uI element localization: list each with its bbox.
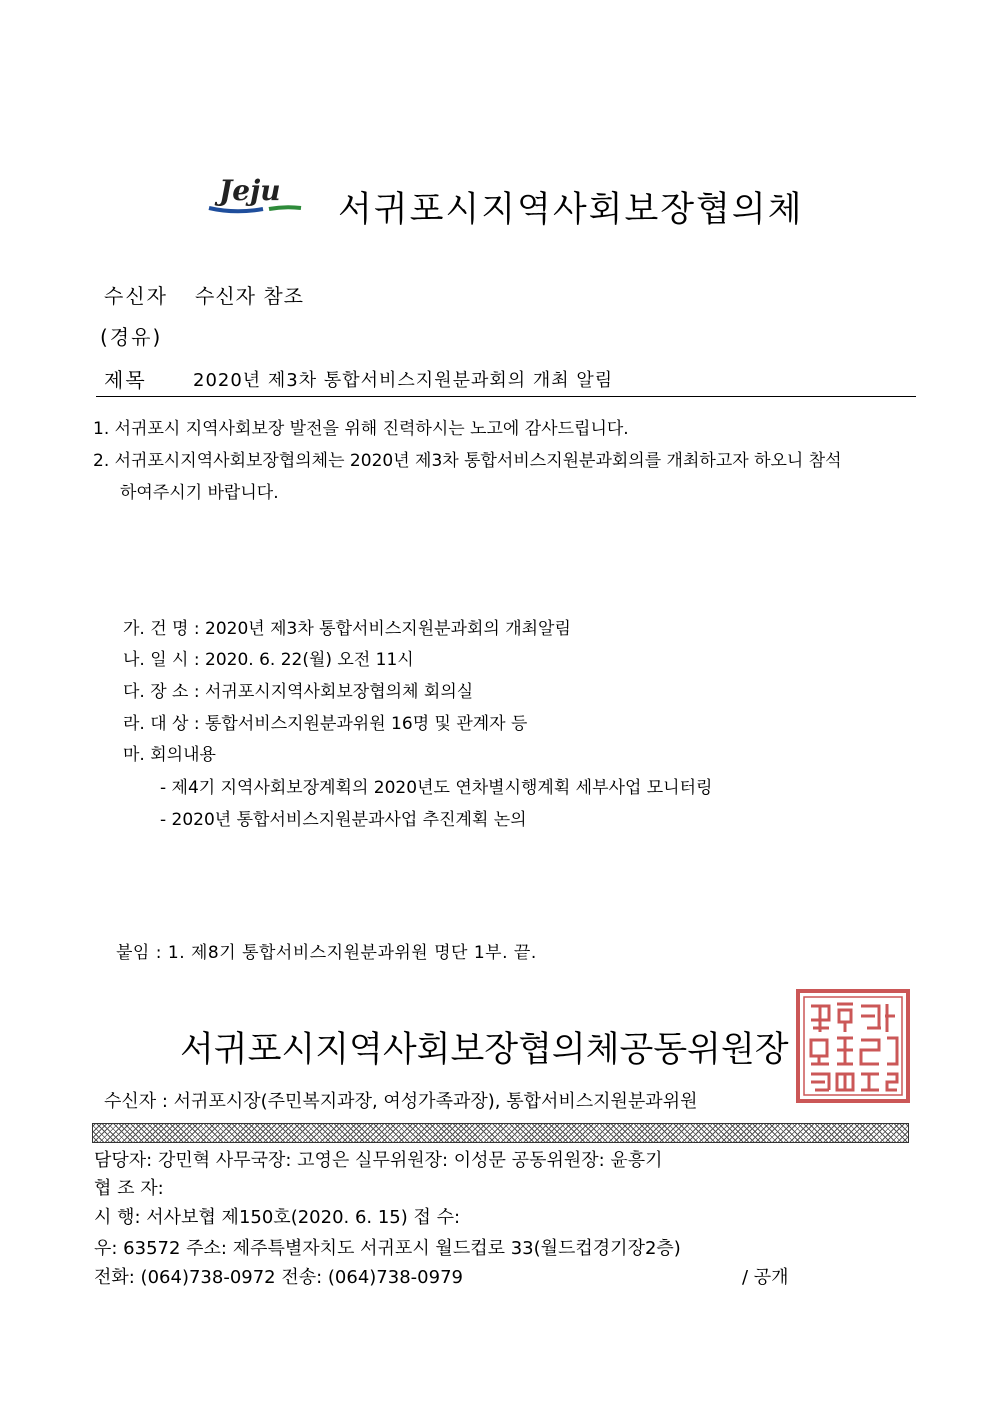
body-paragraph-1: 1. 서귀포시 지역사회보장 발전을 위해 진력하시는 노고에 감사드립니다. (93, 419, 629, 439)
body-paragraph-2-cont: 하여주시기 바랍니다. (120, 483, 279, 503)
distribution-list: 수신자 : 서귀포시장(주민복지과장, 여성가족과장), 통합서비스지원분과위원 (104, 1091, 698, 1112)
org-title: 서귀포시지역사회보장협의체 (338, 190, 804, 230)
sender-title: 서귀포시지역사회보장협의체공동위원장 (180, 1030, 789, 1070)
footer-disclosure: / 공개 (742, 1267, 789, 1288)
agenda-item-2: - 2020년 통합서비스지원분과사업 추진계획 논의 (160, 810, 527, 830)
detail-agenda-heading: 마. 회의내용 (123, 745, 216, 765)
via-label: (경유) (100, 325, 163, 349)
footer-staff: 담당자: 강민혁 사무국장: 고영은 실무위원장: 이성문 공동위원장: 윤흥기 (94, 1150, 663, 1171)
jeju-logo (205, 170, 307, 218)
footer-address: 우: 63572 주소: 제주특별자치도 서귀포시 월드컵로 33(월드컵경기장2층) (94, 1238, 681, 1259)
subject-value: 2020년 제3차 통합서비스지원분과회의 개최 알림 (193, 370, 614, 391)
detail-title: 가. 건 명 : 2020년 제3차 통합서비스지원분과회의 개최알림 (123, 619, 571, 639)
agenda-item-1: - 제4기 지역사회보장계획의 2020년도 연차별시행계획 세부사업 모니터링 (160, 778, 713, 798)
recipient-value: 수신자 참조 (195, 284, 304, 308)
footer-contact: 전화: (064)738-0972 전송: (064)738-0979 (94, 1267, 463, 1288)
svg-text:Jeju: Jeju (219, 174, 281, 207)
official-seal (795, 988, 911, 1104)
detail-datetime: 나. 일 시 : 2020. 6. 22(월) 오전 11시 (123, 650, 414, 670)
footer-enforcement: 시 행: 서사보협 제150호(2020. 6. 15) 접 수: (94, 1207, 461, 1228)
subject-label: 제목 (104, 368, 147, 392)
detail-attendees: 라. 대 상 : 통합서비스지원분과위원 16명 및 관계자 등 (123, 714, 528, 734)
subject-divider (96, 396, 916, 397)
body-paragraph-2: 2. 서귀포시지역사회보장협의체는 2020년 제3차 통합서비스지원분과회의를 개최하고자 하오니 참석 (93, 451, 842, 471)
footer-separator (93, 1124, 908, 1142)
attachment-line: 붙임 : 1. 제8기 통합서비스지원분과위원 명단 1부. 끝. (116, 943, 537, 963)
footer-cooperator: 협 조 자: (94, 1178, 164, 1199)
detail-location: 다. 장 소 : 서귀포시지역사회보장협의체 회의실 (123, 682, 474, 702)
recipient-label: 수신자 (104, 284, 168, 308)
